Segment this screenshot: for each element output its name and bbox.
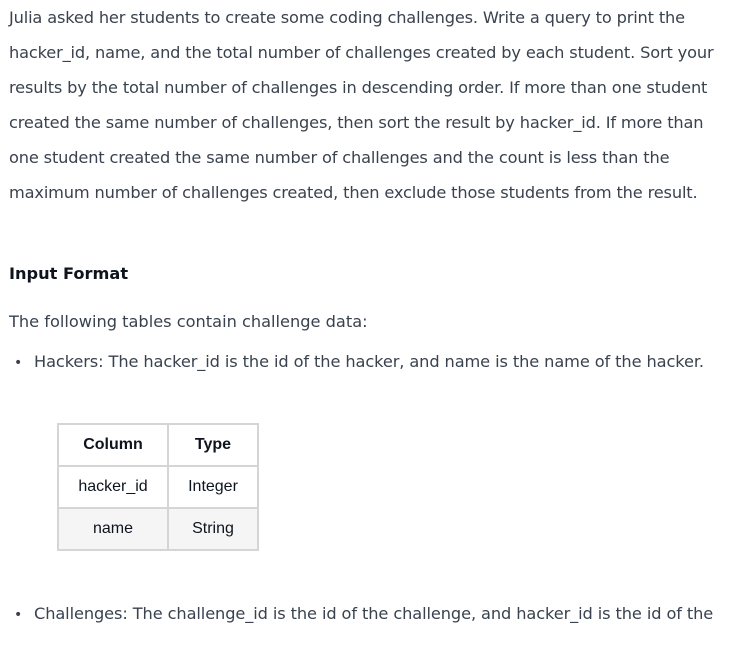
type-header: Type	[168, 424, 258, 466]
bullet-hackers-text: Hackers: The hacker_id is the id of the hacker, and name is the name of the hacker.	[34, 352, 704, 371]
bullet-challenges	[9, 602, 713, 627]
bullet-challenges-text: Challenges: The challenge_id is the id of the challenge, and hacker_id is the id of the	[34, 604, 714, 623]
bullet-dot-icon: •	[14, 607, 23, 623]
table-cell-type: Integer	[168, 466, 258, 508]
table-row	[58, 508, 258, 550]
problem-description: Julia asked her students to create some coding challenges. Write a query to print the hacker_id, name, and the total number of challenges created by each student. Sort your results by the total number of challenges in descending order. If more than one student created the same number of challenges, then sort the result by hacker_id. If more than one student created the same number of challenges and the count is less than the maximum number of challenges created, then exclude those students from the result.	[9, 8, 714, 202]
input-format-heading: Input Format	[9, 264, 129, 283]
tables-intro-text: The following tables contain challenge data:	[9, 312, 368, 331]
problem-statement	[9, 0, 729, 623]
column-header: Column	[58, 424, 168, 466]
bullet-hackers	[9, 350, 704, 375]
table-header-row	[58, 424, 258, 466]
hackers-schema-table	[57, 423, 259, 551]
table-row	[58, 466, 258, 508]
table-cell-column: hacker_id	[58, 466, 168, 508]
bullet-dot-icon: •	[14, 355, 23, 371]
table-cell-column: name	[58, 508, 168, 550]
table-cell-type: String	[168, 508, 258, 550]
